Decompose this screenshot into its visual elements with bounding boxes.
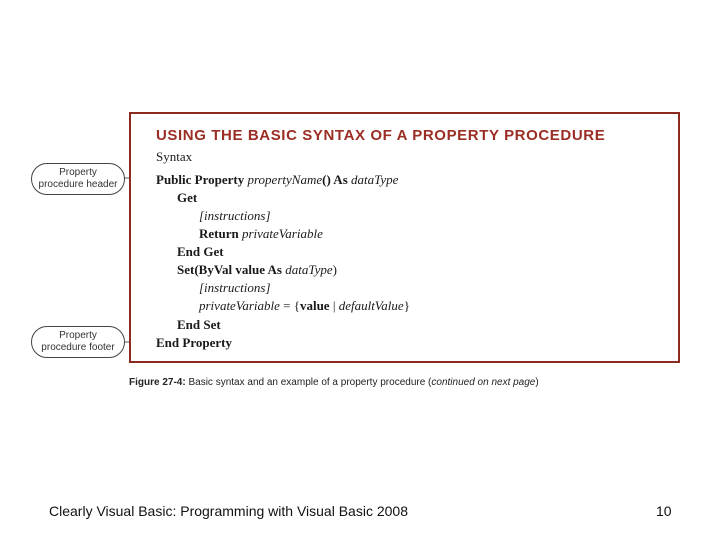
- code-line-get: Get: [177, 190, 198, 205]
- code-line-assignment: [199, 298, 410, 314]
- code-line-end-set: End Set: [177, 317, 221, 332]
- text: = {: [279, 298, 300, 313]
- callout-procedure-footer: [31, 326, 125, 358]
- keyword: value: [299, 298, 330, 313]
- caption-figure-number: Figure 27-4:: [129, 377, 186, 388]
- code-line-public-property: [156, 172, 398, 188]
- placeholder: dataType: [351, 172, 399, 187]
- callout-footer-line2: procedure footer: [41, 342, 115, 353]
- keyword: Set(ByVal value As: [177, 262, 286, 277]
- code-line-return: [199, 226, 323, 242]
- callout-header-line2: procedure header: [38, 179, 118, 190]
- keyword: Return: [199, 226, 242, 241]
- placeholder: privateVariable: [241, 226, 323, 241]
- placeholder: dataType: [285, 262, 333, 277]
- callout-footer-line1: Property: [59, 330, 97, 341]
- caption-close: ): [535, 377, 539, 388]
- text: ): [332, 262, 337, 277]
- placeholder: privateVariable: [199, 298, 280, 313]
- page-number: 10: [656, 503, 672, 519]
- code-line-instructions: [instructions]: [199, 208, 271, 223]
- text: }: [403, 298, 410, 313]
- placeholder: defaultValue: [338, 298, 404, 313]
- footer-book-title: Clearly Visual Basic: Programming with Visual Basic 2008: [49, 503, 408, 519]
- code-line-end-get: End Get: [177, 244, 224, 259]
- figure-caption: [129, 377, 539, 388]
- figure-title: USING THE BASIC SYNTAX OF A PROPERTY PROCEDURE: [156, 127, 606, 144]
- callout-procedure-header: [31, 163, 125, 195]
- text: |: [329, 298, 339, 313]
- caption-text: Basic syntax and an example of a property procedure (: [185, 377, 432, 388]
- code-line-set: [177, 262, 337, 278]
- keyword: () As: [322, 172, 351, 187]
- code-line-instructions: [instructions]: [199, 280, 271, 295]
- callout-header-line1: Property: [59, 167, 97, 178]
- code-line-end-property: End Property: [156, 335, 232, 350]
- caption-continued: continued on next page: [431, 377, 536, 388]
- keyword: Public Property: [156, 172, 248, 187]
- placeholder: propertyName: [247, 172, 323, 187]
- syntax-figure-box: [129, 112, 680, 363]
- syntax-label: Syntax: [156, 149, 193, 164]
